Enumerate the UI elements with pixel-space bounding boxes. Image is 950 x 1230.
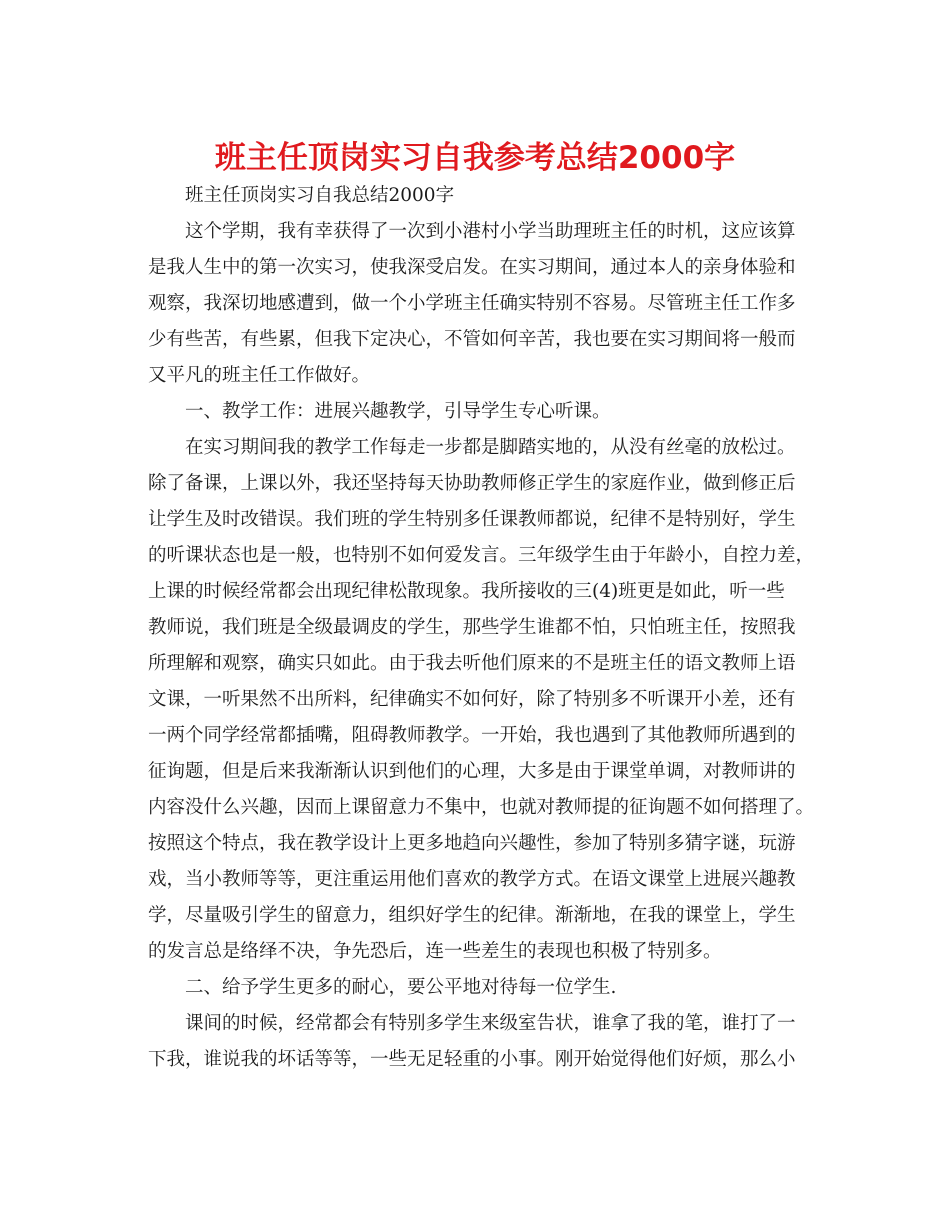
- text-line: 少有些苦，有些累，但我下定决心，不管如何辛苦，我也要在实习期间将一般而: [148, 329, 796, 350]
- text-line: 文课，一听果然不出所料，纪律确实不如何好，除了特别多不听课开小差，还有: [148, 689, 796, 710]
- document-body: [148, 178, 815, 1078]
- text-line: 上课的时候经常都会出现纪律松散现象。我所接收的三(4)班更是如此，听一些: [148, 581, 785, 602]
- text-line: 是我人生中的第一次实习，使我深受启发。在实习期间，通过本人的亲身体验和: [148, 257, 796, 278]
- text-line: 戏，当小教师等等，更注重运用他们喜欢的教学方式。在语文课堂上进展兴趣教: [148, 869, 796, 890]
- text-line: 观察，我深切地感遭到，做一个小学班主任确实特别不容易。尽管班主任工作多: [148, 293, 796, 314]
- text-line: 学，尽量吸引学生的留意力，组织好学生的纪律。渐渐地，在我的课堂上，学生: [148, 905, 796, 926]
- text-line: 按照这个特点，我在教学设计上更多地趋向兴趣性，参加了特别多猜字谜，玩游: [148, 833, 796, 854]
- text-line: 内容没什么兴趣，因而上课留意力不集中，也就对教师提的征询题不如何搭理了。: [148, 797, 815, 818]
- text-line: 让学生及时改错误。我们班的学生特别多任课教师都说，纪律不是特别好，学生: [148, 509, 796, 530]
- text-line: 教师说，我们班是全级最调皮的学生，那些学生谁都不怕，只怕班主任，按照我: [148, 617, 796, 638]
- text-line: 征询题，但是后来我渐渐认识到他们的心理，大多是由于课堂单调，对教师讲的: [148, 761, 796, 782]
- text-line: 这个学期，我有幸获得了一次到小港村小学当助理班主任的时机，这应该算: [185, 221, 796, 242]
- text-line: 又平凡的班主任工作做好。: [148, 365, 371, 386]
- text-line: 的发言总是络绎不决，争先恐后，连一些差生的表现也积极了特别多。: [148, 941, 722, 962]
- text-line: 一、教学工作：进展兴趣教学，引导学生专心听课。: [185, 401, 611, 422]
- text-line: 所理解和观察，确实只如此。由于我去听他们原来的不是班主任的语文教师上语: [148, 653, 796, 674]
- text-line: 二、给予学生更多的耐心，要公平地对待每一位学生.: [185, 977, 617, 998]
- text-line: 下我，谁说我的坏话等等，一些无足轻重的小事。刚开始觉得他们好烦，那么小: [148, 1049, 796, 1070]
- text-line: 课间的时候，经常都会有特别多学生来级室告状，谁拿了我的笔，谁打了一: [185, 1013, 796, 1034]
- text-line: 的听课状态也是一般，也特别不如何爱发言。三年级学生由于年龄小，自控力差，: [148, 545, 815, 566]
- document-title: 班主任顶岗实习自我参考总结2000字: [214, 140, 736, 176]
- text-line: 一两个同学经常都插嘴，阻碍教师教学。一开始，我也遇到了其他教师所遇到的: [148, 725, 796, 746]
- text-line: 除了备课，上课以外，我还坚持每天协助教师修正学生的家庭作业，做到修正后: [148, 473, 796, 494]
- text-line: 班主任顶岗实习自我总结2000字: [185, 185, 455, 206]
- text-line: 在实习期间我的教学工作每走一步都是脚踏实地的，从没有丝毫的放松过。: [185, 437, 796, 458]
